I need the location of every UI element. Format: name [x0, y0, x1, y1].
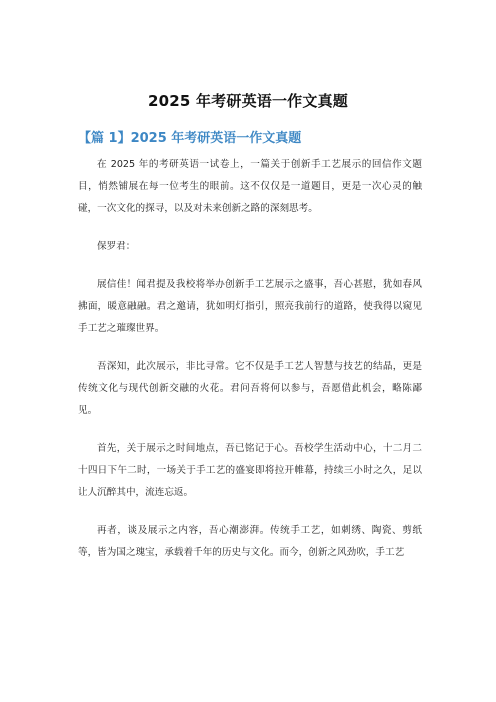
- paragraph: 首先，关于展示之时间地点，吾已铭记于心。吾校学生活动中心，十二月二十四日下午二时，一场关于手工艺的盛宴即将拉开帷幕，持续三小时之久，足以让人沉醉其中，流连忘返。: [78, 443, 422, 498]
- paragraph: 再者，谈及展示之内容，吾心潮澎湃。传统手工艺，如刺绣、陶瓷、剪纸等，皆为国之瑰宝，承载着千年的历史与文化。而今，创新之风劲吹，手工艺: [78, 525, 422, 558]
- paragraph: 保罗君：: [97, 241, 136, 252]
- document-body: [78, 154, 422, 580]
- paragraph: 在 2025 年的考研英语一试卷上，一篇关于创新手工艺展示的回信作文题目，悄然铺展在每一位考生的眼前。这不仅仅是一道题目，更是一次心灵的触碰，一次文化的探寻，以及对未来创新之路的深刻思考。: [78, 159, 422, 214]
- section-heading: 【篇 1】2025 年考研英语一作文真题: [78, 131, 302, 146]
- paragraph: 展信佳！闻君提及我校将举办创新手工艺展示之盛事，吾心甚慰，犹如春风拂面，暖意融融。君之邀请，犹如明灯指引，照亮我前行的道路，使我得以窥见手工艺之璀璨世界。: [78, 279, 422, 334]
- document-title: 2025 年考研英语一作文真题: [148, 92, 348, 110]
- paragraph: 吾深知，此次展示，非比寻常。它不仅是手工艺人智慧与技艺的结晶，更是传统文化与现代创新交融的火花。君问吾将何以参与，吾愿借此机会，略陈鄙见。: [78, 361, 422, 416]
